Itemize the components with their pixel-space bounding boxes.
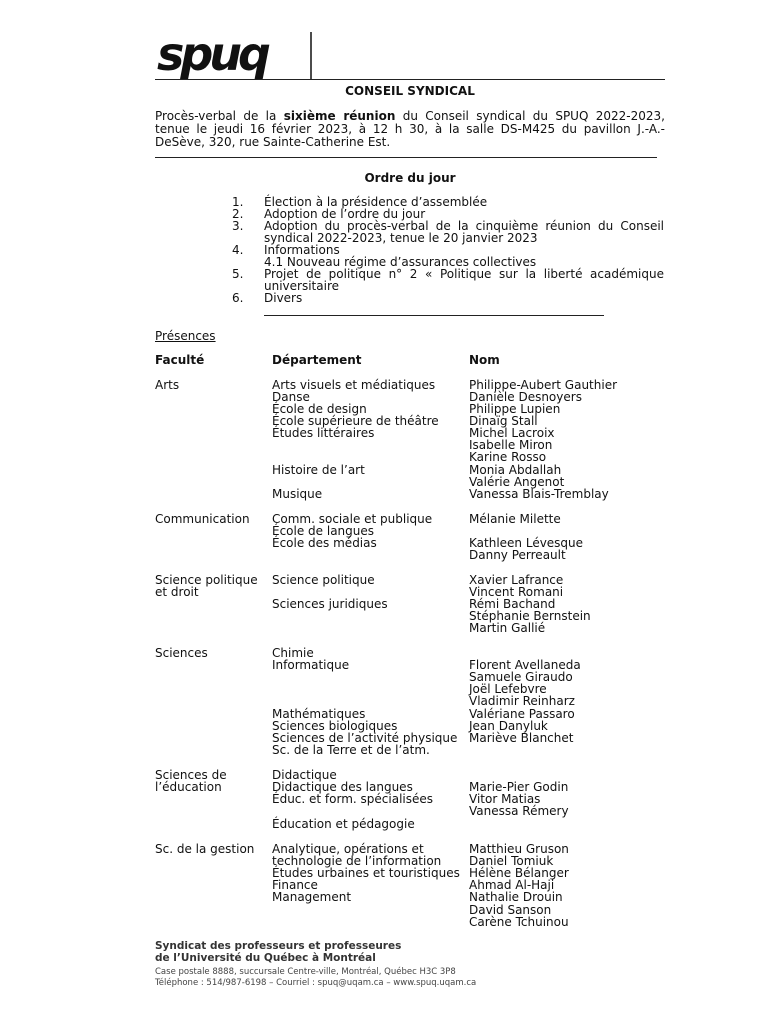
agenda-item: Élection à la présidence d’assemblée	[264, 195, 488, 209]
footer-org	[155, 940, 401, 964]
intro-rule	[155, 157, 657, 158]
member-name: Martin Gallié	[469, 621, 546, 635]
intro-text-start: Procès-verbal de la	[155, 109, 284, 123]
member-name: Rémi Bachand	[469, 597, 556, 611]
member-name: Philippe-Aubert Gauthier	[469, 378, 618, 392]
logo-text: spuq	[157, 30, 267, 81]
department: Éducation et pédagogie	[272, 817, 415, 831]
faculty: Sciences de	[155, 768, 227, 782]
member-name: Valérie Angenot	[469, 475, 565, 489]
agenda-num: 1.	[232, 195, 244, 209]
department: École de design	[272, 402, 367, 416]
faculty: l’éducation	[155, 780, 222, 794]
presences-label: Présences	[155, 329, 216, 343]
member-name: Vitor Matias	[469, 792, 541, 806]
department: École supérieure de théâtre	[272, 414, 439, 428]
agenda-title: Ordre du jour	[364, 171, 456, 185]
agenda-num: 4.	[232, 243, 244, 257]
department: École des médias	[272, 536, 377, 550]
agenda-subitem: 4.1 Nouveau régime d’assurances collectives	[264, 255, 537, 269]
footer-address: Case postale 8888, succursale Centre-ville, Montréal, Québec H3C 3P8	[155, 967, 456, 977]
member-name: Daniel Tomiuk	[469, 854, 554, 868]
member-name: Stéphanie Bernstein	[469, 609, 591, 623]
agenda-item: Adoption du procès-verbal de la cinquième réunion du Conseil syndical 2022-2023, tenue le 20 janvier 2023	[264, 219, 664, 245]
department: Mathématiques	[272, 707, 366, 721]
member-name: Philippe Lupien	[469, 402, 561, 416]
faculty: Communication	[155, 512, 250, 526]
footer-org-line2: de l’Université du Québec à Montréal	[155, 952, 376, 964]
member-name: Vladimir Reinharz	[469, 694, 575, 708]
department: Chimie	[272, 646, 314, 660]
member-name: Xavier Lafrance	[469, 573, 564, 587]
department: Musique	[272, 487, 323, 501]
department: Comm. sociale et publique	[272, 512, 433, 526]
department: Informatique	[272, 658, 350, 672]
department: Sciences de l’activité physique	[272, 731, 458, 745]
department: École de langues	[272, 524, 375, 538]
faculty: et droit	[155, 585, 199, 599]
agenda-num: 5.	[232, 267, 244, 281]
department: Science politique	[272, 573, 375, 587]
member-name: Nathalie Drouin	[469, 890, 563, 904]
member-name: Marie-Pier Godin	[469, 780, 569, 794]
department: Finance	[272, 878, 318, 892]
department: Analytique, opérations et	[272, 842, 424, 856]
department: Didactique	[272, 768, 337, 782]
header-rule	[155, 79, 665, 80]
department: Didactique des langues	[272, 780, 413, 794]
agenda-num: 3.	[232, 219, 244, 233]
department: Management	[272, 890, 352, 904]
member-name: Jean Danyluk	[469, 719, 548, 733]
department: Arts visuels et médiatiques	[272, 378, 436, 392]
department: Danse	[272, 390, 310, 404]
member-name: Carène Tchuinou	[469, 915, 569, 929]
member-name: Danièle Desnoyers	[469, 390, 582, 404]
agenda-num: 6.	[232, 291, 244, 305]
department: Études urbaines et touristiques	[272, 866, 460, 880]
member-name: David Sanson	[469, 903, 552, 917]
intro-paragraph	[155, 110, 665, 149]
department: technologie de l’information	[272, 854, 442, 868]
member-name: Monia Abdallah	[469, 463, 562, 477]
intro-bold: sixième réunion	[283, 109, 396, 123]
member-name: Isabelle Miron	[469, 438, 553, 452]
member-name: Vincent Romani	[469, 585, 564, 599]
agenda-item: Informations	[264, 243, 340, 257]
agenda-item: Divers	[264, 291, 303, 305]
member-name: Valériane Passaro	[469, 707, 575, 721]
member-name: Matthieu Gruson	[469, 842, 569, 856]
department: Sciences juridiques	[272, 597, 388, 611]
department: Sciences biologiques	[272, 719, 398, 733]
member-name: Kathleen Lévesque	[469, 536, 584, 550]
header-faculte: Faculté	[155, 353, 205, 367]
footer-org-line1: Syndicat des professeurs et professeures	[155, 940, 402, 952]
agenda-item: Projet de politique n° 2 « Politique sur la liberté académique universitaire	[264, 267, 664, 293]
member-name: Vanessa Rémery	[469, 804, 569, 818]
member-name: Mariève Blanchet	[469, 731, 574, 745]
member-name: Florent Avellaneda	[469, 658, 581, 672]
header-departement: Département	[272, 353, 362, 367]
member-name: Dinaïg Stall	[469, 414, 538, 428]
agenda-num: 2.	[232, 207, 244, 221]
footer-contact: Téléphone : 514/987-6198 – Courriel : spuq@uqam.ca – www.spuq.uqam.ca	[155, 978, 477, 988]
faculty: Arts	[155, 378, 180, 392]
member-name: Danny Perreault	[469, 548, 566, 562]
faculty: Sciences	[155, 646, 208, 660]
department: Histoire de l’art	[272, 463, 365, 477]
department: Éduc. et form. spécialisées	[272, 792, 434, 806]
footer-contact-block	[155, 967, 476, 989]
member-name: Mélanie Milette	[469, 512, 561, 526]
member-name: Joël Lefebvre	[469, 682, 547, 696]
member-name: Hélène Bélanger	[469, 866, 569, 880]
intro-text-end: du Conseil syndical du SPUQ 2022-2023, tenue le jeudi 16 février 2023, à 12 h 30, à la salle DS-M425 du pavillon J.-A.-DeSève, 320, rue Sainte-Catherine Est.	[155, 109, 665, 149]
member-name: Ahmad Al-Haji	[469, 878, 555, 892]
faculty: Science politique	[155, 573, 258, 587]
agenda-rule	[264, 315, 604, 316]
spuq-logo	[155, 30, 315, 82]
department: Sc. de la Terre et de l’atm.	[272, 743, 430, 757]
agenda-item: Adoption de l’ordre du jour	[264, 207, 426, 221]
member-name: Samuele Giraudo	[469, 670, 573, 684]
department: Études littéraires	[272, 426, 375, 440]
member-name: Michel Lacroix	[469, 426, 555, 440]
faculty: Sc. de la gestion	[155, 842, 255, 856]
member-name: Vanessa Blais-Tremblay	[469, 487, 609, 501]
page-title: CONSEIL SYNDICAL	[345, 84, 475, 98]
header-nom: Nom	[469, 353, 500, 367]
member-name: Karine Rosso	[469, 450, 547, 464]
